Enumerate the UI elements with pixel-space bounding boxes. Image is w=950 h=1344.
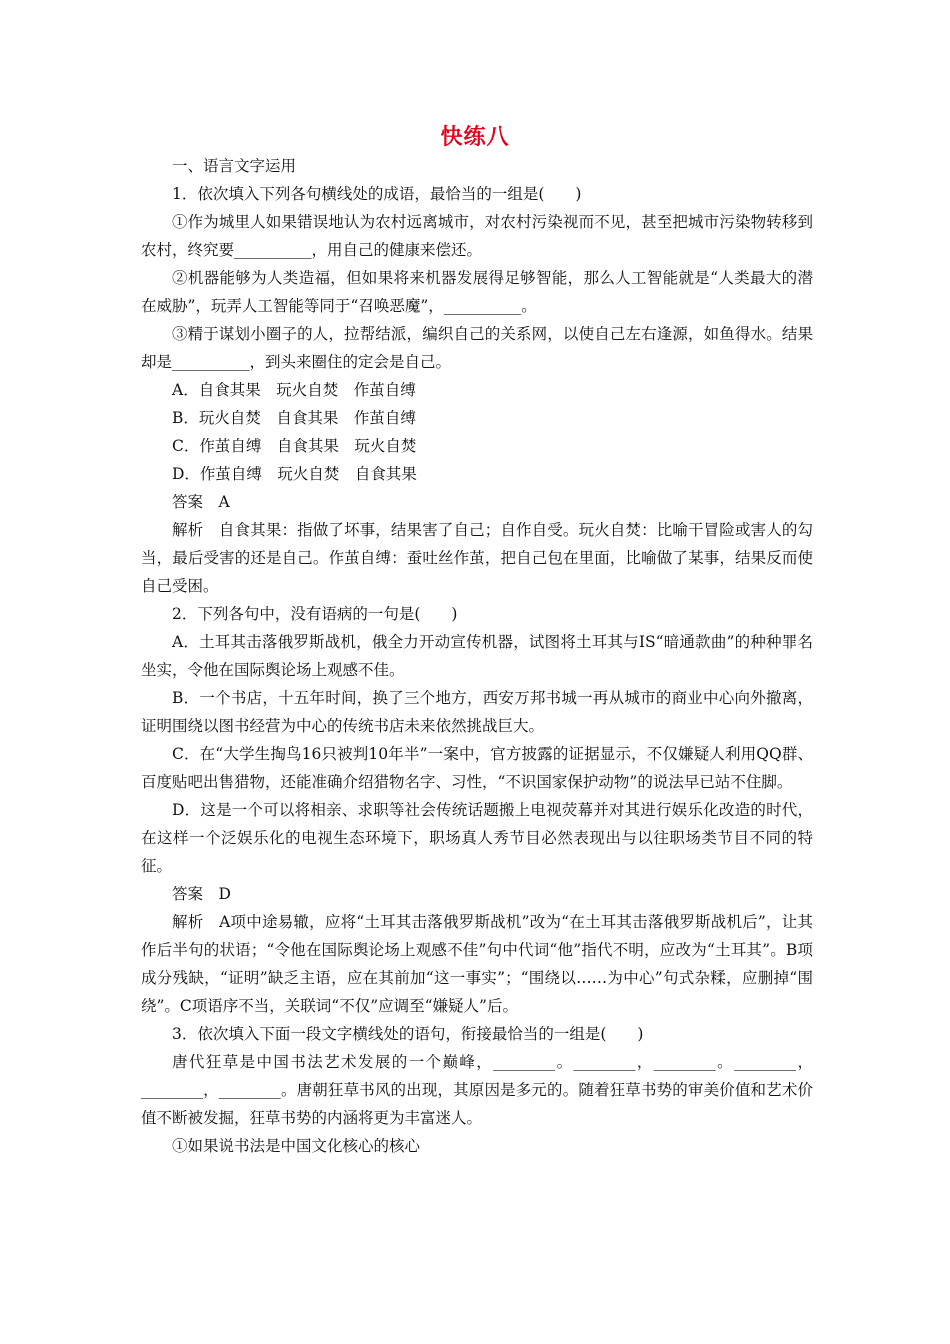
question-1-sentence-1: ①作为城里人如果错误地认为农村远离城市，对农村污染视而不见，甚至把城市污染物转移到农村，终究要__________，用自己的健康来偿还。 xyxy=(141,213,813,259)
question-2-option-c: C．在“大学生掏鸟16只被判10年半”一案中，官方披露的证据显示，不仅嫌疑人利用QQ群、百度贴吧出售猎物，还能准确介绍猎物名字、习性，“不识国家保护动物”的说法早已站不住脚。 xyxy=(141,745,813,791)
section-heading: 一、语言文字运用 xyxy=(172,157,297,175)
question-2-option-a: A．土耳其击落俄罗斯战机，俄全力开动宣传机器，试图将土耳其与IS“暗通款曲”的种种罪名坐实，令他在国际舆论场上观感不佳。 xyxy=(141,633,813,679)
question-2-option-b: B．一个书店，十五年时间，换了三个地方，西安万邦书城一再从城市的商业中心向外撤离，证明围绕以图书经营为中心的传统书店未来依然挑战巨大。 xyxy=(141,689,813,735)
question-3-stem: 3．依次填入下面一段文字横线处的语句，衔接最恰当的一组是( ) xyxy=(172,1025,644,1043)
question-2-option-d: D．这是一个可以将相亲、求职等社会传统话题搬上电视荧幕并对其进行娱乐化改造的时代，在这样一个泛娱乐化的电视生态环境下，职场真人秀节目必然表现出与以往职场类节目不同的特征。 xyxy=(141,801,813,875)
page-title: 快练八 xyxy=(440,124,510,150)
question-1-option-b: B．玩火自焚 自食其果 作茧自缚 xyxy=(172,409,416,427)
question-1-sentence-2: ②机器能够为人类造福，但如果将来机器发展得足够智能，那么人工智能就是“人类最大的潜在威胁”，玩弄人工智能等同于“召唤恶魔”，__________。 xyxy=(141,269,813,315)
question-2-analysis: 解析 A项中途易辙，应将“土耳其击落俄罗斯战机”改为“在土耳其击落俄罗斯战机后”，让其作后半句的状语；“令他在国际舆论场上观感不佳”句中代词“他”指代不明，应改为“土耳其”。B项成分残缺，“证明”缺乏主语，应在其前加“这一事实”；“围绕以……为中心”句式杂糅，应删掉“围绕”。C项语序不当，关联词“不仅”应调至“嫌疑人”后。 xyxy=(141,913,813,1015)
question-1-option-a: A．自食其果 玩火自焚 作茧自缚 xyxy=(172,381,416,399)
question-1-answer: 答案 A xyxy=(172,493,230,511)
question-3-passage: 唐代狂草是中国书法艺术发展的一个巅峰，________。________，________。________，________，________。唐朝狂草书风的出现，其原因是多元的。随着狂草书势的审美价值和艺术价值不断被发掘，狂草书势的内涵将更为丰富迷人。 xyxy=(141,1053,813,1127)
question-3-sentence-1: ①如果说书法是中国文化核心的核心 xyxy=(172,1137,421,1155)
document-body xyxy=(141,152,813,1160)
question-1-analysis: 解析 自食其果：指做了坏事，结果害了自己；自作自受。玩火自焚：比喻干冒险或害人的勾当，最后受害的还是自己。作茧自缚：蚕吐丝作茧，把自己包在里面，比喻做了某事，结果反而使自己受困。 xyxy=(141,521,813,595)
question-1-option-d: D．作茧自缚 玩火自焚 自食其果 xyxy=(172,465,417,483)
question-2-answer: 答案 D xyxy=(172,885,231,903)
question-2-stem: 2．下列各句中，没有语病的一句是( ) xyxy=(172,605,458,623)
question-1-stem: 1．依次填入下列各句横线处的成语，最恰当的一组是( ) xyxy=(172,185,582,203)
question-1-sentence-3: ③精于谋划小圈子的人，拉帮结派，编织自己的关系网，以使自己左右逢源，如鱼得水。结果却是__________，到头来圈住的定会是自己。 xyxy=(141,325,813,371)
question-1-option-c: C．作茧自缚 自食其果 玩火自焚 xyxy=(172,437,417,455)
